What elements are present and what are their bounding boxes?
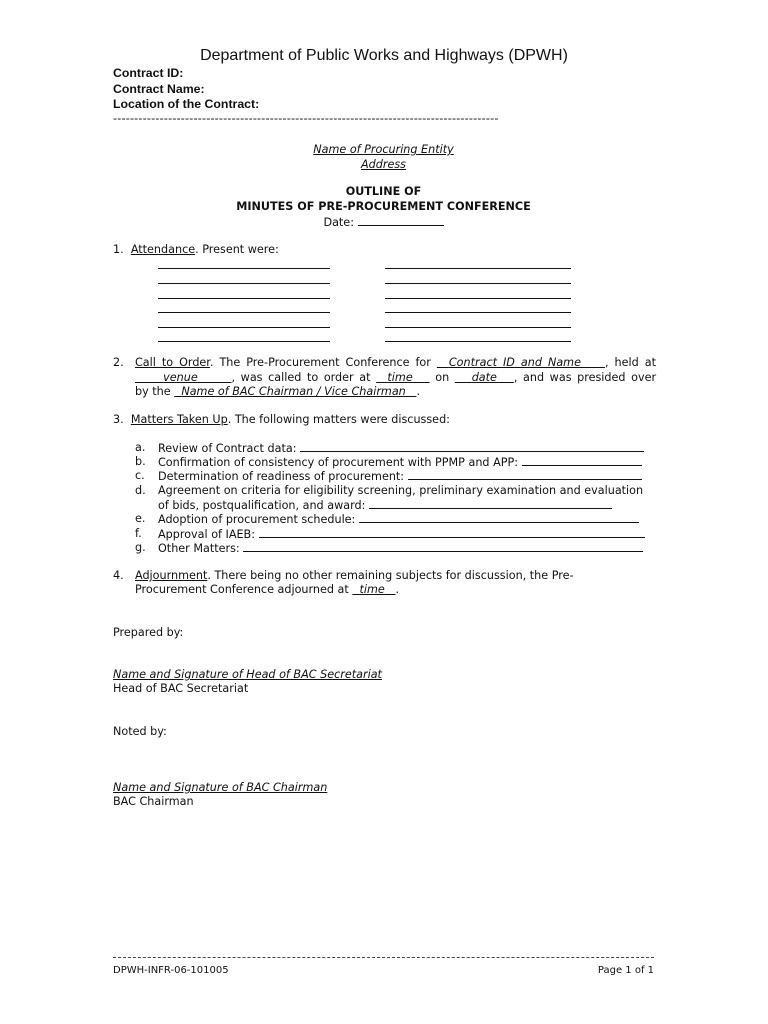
section-2-title: Call to Order. The Pre-Procurement Conference for [135, 356, 431, 369]
section-4-line-2 [135, 583, 399, 596]
matter-letter: a. [135, 441, 146, 454]
contract-name-label: Contract Name: [113, 82, 205, 96]
attendance-blank [385, 268, 571, 269]
section-3-title: Matters Taken Up [130, 413, 228, 426]
section-1-heading [113, 243, 279, 256]
venue-placeholder: venue [163, 371, 198, 384]
attendance-blank [385, 327, 571, 328]
section-3-number: 3. [113, 413, 124, 426]
matter-letter: g. [135, 541, 146, 554]
document-code: DPWH-INFR-06-101005 [113, 965, 229, 976]
section-3-heading [113, 413, 450, 426]
attendance-blank [158, 327, 330, 328]
matter-letter: e. [135, 512, 146, 525]
adjourn-time-placeholder: time [359, 583, 385, 596]
document-title: Department of Public Works and Highways (DPWH) [200, 47, 568, 64]
minutes-heading: MINUTES OF PRE-PROCUREMENT CONFERENCE [236, 200, 531, 213]
matter-letter: c. [135, 469, 145, 482]
section-2-line-2 [135, 371, 656, 384]
secretariat-signature-line: Name and Signature of Head of BAC Secretariat [113, 668, 382, 681]
attendance-blank [158, 283, 330, 284]
date-line [113, 215, 654, 229]
matter-letter: b. [135, 455, 146, 468]
by-the-text: by the [135, 385, 171, 398]
chairman-signature-line: Name and Signature of BAC Chairman [113, 781, 328, 794]
attendance-blank [158, 341, 330, 342]
attendance-blank [385, 283, 571, 284]
period: . [416, 385, 421, 398]
attendance-blank [385, 341, 571, 342]
matter-item: Determination of readiness of procurement: [158, 469, 642, 483]
page-number: Page 1 of 1 [597, 965, 654, 976]
attendance-blank [158, 268, 330, 269]
matter-item: Approval of IAEB: [158, 527, 645, 541]
chairman-title: BAC Chairman [113, 795, 194, 808]
held-at-text: , held at [604, 356, 656, 369]
section-4-line-1 [135, 569, 574, 582]
attendance-blank [158, 312, 330, 313]
attendance-blank [158, 298, 330, 299]
matter-item-continued: of bids, postqualification, and award: [158, 498, 612, 512]
matter-item: Agreement on criteria for eligibility screening, preliminary examination and evaluation [158, 484, 644, 497]
attendance-blank [385, 312, 571, 313]
secretariat-title: Head of BAC Secretariat [113, 682, 249, 695]
matter-item: Review of Contract data: [158, 441, 644, 455]
section-1-title: Attendance [130, 243, 196, 256]
date-blank [358, 215, 444, 226]
presided-text: , and was presided over [513, 371, 657, 384]
section-1-text: . Present were: [195, 243, 279, 256]
section-1-number: 1. [113, 243, 124, 256]
prepared-by-label: Prepared by: [113, 626, 184, 639]
matter-letter: f. [135, 527, 142, 540]
section-2-number: 2. [113, 356, 124, 369]
matter-item: Confirmation of consistency of procurement with PPMP and APP: [158, 455, 642, 469]
matter-letter: d. [135, 484, 146, 497]
procuring-entity-address: Address [361, 158, 406, 171]
section-4-title: Adjournment [135, 569, 208, 582]
time-placeholder: time [387, 371, 413, 384]
section-4-number: 4. [113, 569, 124, 582]
attendance-blank [385, 298, 571, 299]
noted-by-label: Noted by: [113, 725, 167, 738]
chairman-placeholder: Name of BAC Chairman / Vice Chairman [181, 385, 406, 398]
contract-placeholder: Contract ID and Name [448, 356, 581, 369]
date-label: Date: [323, 216, 354, 229]
matter-item: Other Matters: [158, 541, 643, 555]
section-4-text: . There being no other remaining subjects for discussion, the Pre- [207, 569, 574, 582]
date-placeholder: date [471, 371, 497, 384]
section-3-text: . The following matters were discussed: [227, 413, 450, 426]
section-2-line-1 [135, 356, 656, 369]
contract-id-label: Contract ID: [113, 66, 184, 80]
adjourned-text: Procurement Conference adjourned at [135, 583, 349, 596]
procuring-entity-name: Name of Procuring Entity [313, 143, 454, 156]
matter-item: Adoption of procurement schedule: [158, 512, 639, 526]
header-divider: ------------------------------------------------------------------------------------------- [113, 112, 499, 125]
section-2-line-3 [135, 385, 420, 398]
on-text: on [435, 371, 450, 384]
outline-heading: OUTLINE OF [345, 185, 422, 198]
contract-location-label: Location of the Contract: [113, 97, 260, 111]
footer-divider [113, 957, 654, 958]
period: . [395, 583, 400, 596]
called-to-order-text: , was called to order at [231, 371, 371, 384]
